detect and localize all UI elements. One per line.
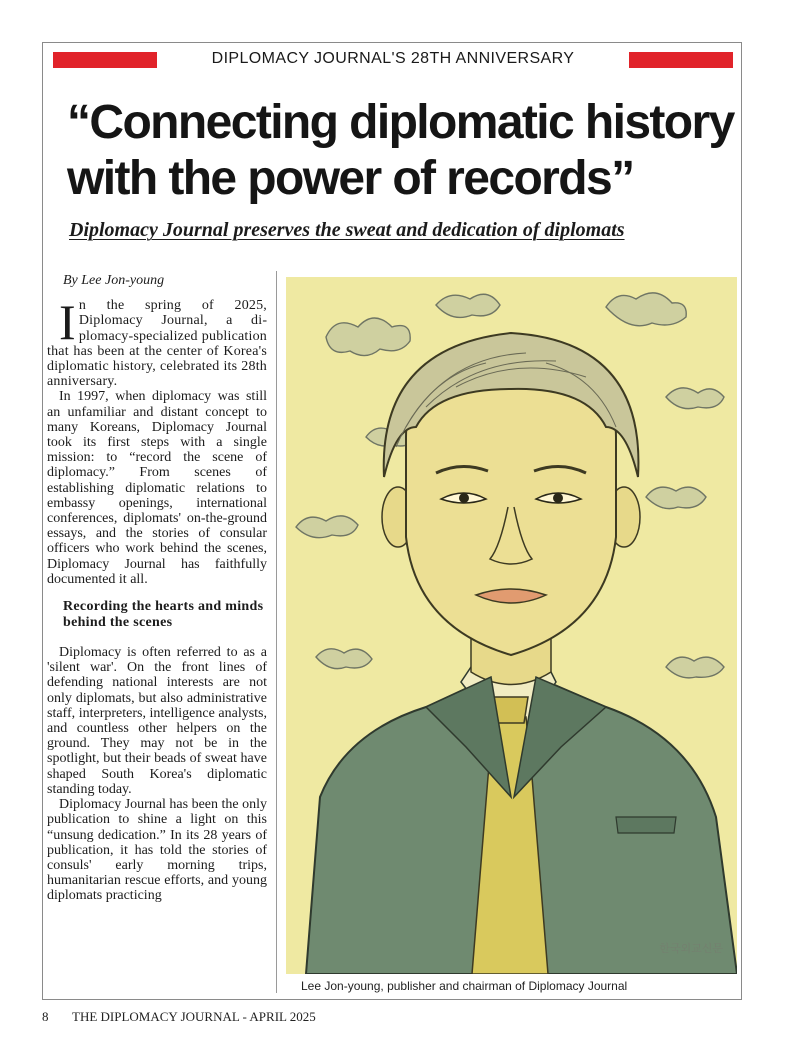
footer-publication: THE DIPLOMACY JOURNAL - APRIL 2025 (72, 1009, 316, 1024)
anniversary-banner (53, 51, 733, 69)
headline: “Connecting diplomatic history with the power of records” (67, 96, 734, 205)
photo-watermark: 한국외교신문 (659, 943, 723, 955)
section-heading: Recording the hearts and minds behind the scenes (63, 599, 264, 631)
byline: By Lee Jon-young (63, 273, 165, 288)
column-divider (276, 271, 277, 993)
subheadline: Diplomacy Journal preserves the sweat and dedication of diplomats (69, 219, 625, 241)
page-frame (42, 42, 742, 1000)
article-column (47, 273, 267, 904)
banner-red-bar-right (629, 52, 733, 68)
photo-caption: Lee Jon-young, publisher and chairman of Diplomacy Journal (301, 979, 628, 993)
page-footer (42, 1009, 316, 1025)
paragraph-1 (47, 294, 267, 390)
portrait-illustration (286, 277, 737, 974)
paragraph-4: Diplomacy Journal has been the only publication to shine a light on this “unsung dedication.” In its 28 years of publication, it has told the stories of consuls' early morning trips, humanitarian rescue efforts, and young diplomats practicing (47, 797, 268, 904)
paragraph-1-text: n the spring of 2025, Diplomacy Journal, a diplomacy-specialized publication that has been at the center of Korea's diplomatic history, celebrated its 28th anniversary. (47, 298, 267, 390)
drop-cap: I (59, 294, 76, 351)
banner-red-bar-left (53, 52, 157, 68)
paragraph-2: In 1997, when diplomacy was still an unfamiliar and distant concept to many Koreans, Diplomacy Journal took its first steps with a single mission: to “record the scene of diplomacy.” From scenes of establishing diplomatic relations to embassy openings, international conferences, diplomats' on-the-ground essays, and the stories of consular officers who work behind the scenes, Diplomacy Journal has faithfully documented it all. (47, 389, 267, 587)
portrait-drawing (286, 277, 737, 974)
page-number: 8 (42, 1009, 49, 1024)
banner-label: DIPLOMACY JOURNAL'S 28TH ANNIVERSARY (211, 50, 575, 67)
paragraph-3: Diplomacy is often referred to as a 'silent war'. On the front lines of defending national interests are not only diplomats, but also administrative staff, interpreters, intelligence analysts, and countless other helpers on the ground. They may not be in the spotlight, but their beads of sweat have shaped South Korea's diplomatic standing today. (47, 645, 267, 797)
